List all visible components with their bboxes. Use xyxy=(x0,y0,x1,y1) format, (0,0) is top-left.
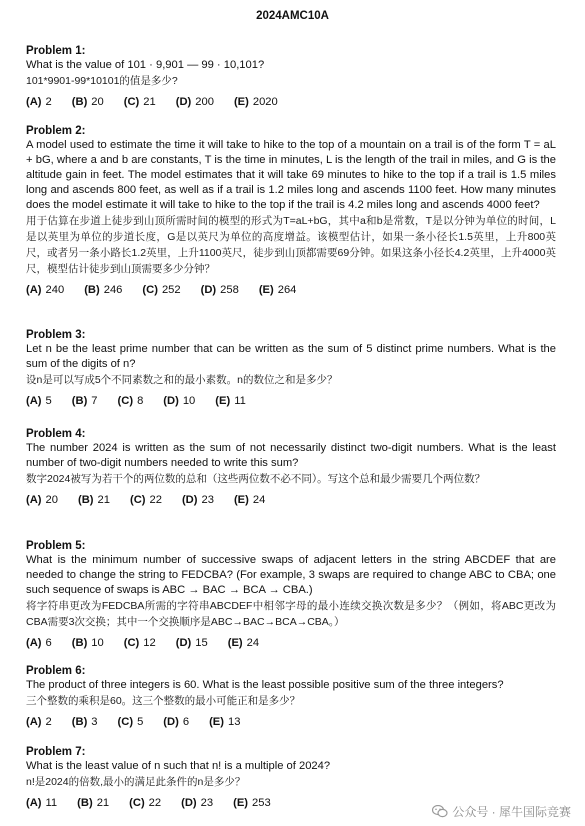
problem-text-zh: 101*9901-99*10101的值是多少? xyxy=(26,75,178,87)
answer-choices xyxy=(26,95,556,109)
choice-a: (A) 6 xyxy=(26,637,52,649)
choice-c: (C) 22 xyxy=(129,797,162,809)
problem-4 xyxy=(26,427,556,507)
choice-a: (A) 11 xyxy=(26,797,58,809)
answer-choices xyxy=(26,715,556,729)
problem-heading: Problem 4: xyxy=(26,428,86,440)
choice-b: (B) 21 xyxy=(77,494,110,506)
wechat-icon xyxy=(432,805,448,818)
answer-choices xyxy=(26,394,556,408)
answer-choices xyxy=(26,636,556,650)
problem-text-zh: n!是2024的倍数,最小的满足此条件的n是多少？ xyxy=(26,776,246,788)
problem-text-en: Let n be the least prime number that can be written as the sum of 5 distinct prime numbers. What is the sum of the digits of n? xyxy=(26,343,556,370)
choice-a: (A) 240 xyxy=(26,284,65,296)
choice-e: (E) 264 xyxy=(258,284,297,296)
choice-b: (B) 246 xyxy=(84,284,123,296)
answer-choices xyxy=(26,493,556,507)
problem-text-en: A model used to estimate the time it will take to hike to the top of a mountain on a trail is of the form T = aL + bG, where a and b are constants, T is the time in minutes, L is the length of the trail in miles, and G is the altitude gain in feet. The model estimates that it will take 69 minutes to hike to the top if a trail is 1.5 miles long and ascends 800 feet, as well as if a trail is 1.2 miles long and ascends 1100 feet. How many minutes does the model estimate it will take to hike to the top if the trail is 4.2 miles long and ascends 4000 feet? xyxy=(26,139,556,211)
answer-choices xyxy=(26,283,556,297)
problem-text-en: What is the value of 101 · 9,901 — 99 · 10,101? xyxy=(26,59,265,71)
choice-b: (B) 20 xyxy=(71,96,104,108)
problem-heading: Problem 2: xyxy=(26,125,86,137)
choice-a: (A) 2 xyxy=(26,716,52,728)
choice-e: (E) 253 xyxy=(233,797,271,809)
choice-d: (D) 23 xyxy=(181,797,214,809)
choice-d: (D) 6 xyxy=(163,716,190,728)
choice-e: (E) 13 xyxy=(209,716,241,728)
problem-text-zh: 设n是可以写成5个不同素数之和的最小素数。n的数位之和是多少？ xyxy=(26,374,338,386)
problem-1 xyxy=(26,44,556,109)
problem-6 xyxy=(26,664,556,729)
choice-c: (C) 22 xyxy=(129,494,162,506)
choice-e: (E) 11 xyxy=(215,395,246,407)
choice-c: (C) 12 xyxy=(123,637,156,649)
choice-e: (E) 24 xyxy=(227,637,260,649)
problem-5 xyxy=(26,539,556,650)
choice-c: (C) 8 xyxy=(117,395,144,407)
problem-text-zh: 将字符串更改为FEDCBA所需的字符串ABCDEF中相邻字母的最小连续交换次数是多少？（例如，将ABC更改为CBA需要3次交换；其中一个交换顺序是ABC→BAC→BCA→CBA。） xyxy=(26,600,556,628)
problem-heading: Problem 5: xyxy=(26,540,86,552)
problem-heading: Problem 6: xyxy=(26,665,86,677)
choice-b: (B) 7 xyxy=(71,395,98,407)
choice-b: (B) 3 xyxy=(71,716,98,728)
choice-c: (C) 5 xyxy=(117,716,144,728)
choice-e: (E) 2020 xyxy=(233,96,278,108)
choice-a: (A) 5 xyxy=(26,395,52,407)
watermark-text: 公众号 · 犀牛国际竞赛 xyxy=(452,805,571,819)
problem-7 xyxy=(26,745,556,810)
problem-text-zh: 用于估算在步道上徒步到山顶所需时间的模型的形式为T=aL+bG，其中a和b是常数，T是以分钟为单位的时间，L是以英里为单位的步道长度，G是以英尺为单位的高度增益。该模型估计，如果一条小径长1.5英里，上升800英尺，或者另一条小路长1.2英里，上升1100英尺，徒步到山顶都需要69分钟。如果这条小径长4.2英里，上升4000英尺，模型估计徒步到山顶需要多少分钟？ xyxy=(26,215,556,275)
problem-3 xyxy=(26,328,556,408)
choice-b: (B) 21 xyxy=(77,797,110,809)
problem-text-en: What is the least value of n such that n! is a multiple of 2024? xyxy=(26,760,331,772)
choice-a: (A) 2 xyxy=(26,96,52,108)
problem-text-zh: 三个整数的乘积是60。这三个整数的最小可能正和是多少？ xyxy=(26,695,301,707)
problem-text-zh: 数字2024被写为若干个的两位数的总和（这些两位数不必不同）。写这个总和最少需要几个两位数？ xyxy=(26,473,486,485)
choice-d: (D) 23 xyxy=(181,494,214,506)
choice-d: (D) 258 xyxy=(200,284,239,296)
problem-text-en: What is the minimum number of successive swaps of adjacent letters in the string ABCDEF that are needed to change the string to FEDCBA? (For example, 3 swaps are required to change ABC to CBA; one such sequence of swaps is ABC → BAC → BCA → CBA.) xyxy=(26,554,556,596)
problem-2 xyxy=(26,124,556,297)
choice-b: (B) 10 xyxy=(71,637,104,649)
choice-d: (D) 200 xyxy=(175,96,214,108)
problem-heading: Problem 1: xyxy=(26,45,86,57)
choice-e: (E) 24 xyxy=(233,494,266,506)
problem-text-en: The number 2024 is written as the sum of not necessarily distinct two-digit numbers. What is the least number of two-digit numbers needed to write this sum? xyxy=(26,442,556,469)
problem-heading: Problem 7: xyxy=(26,746,86,758)
problem-heading: Problem 3: xyxy=(26,329,86,341)
choice-c: (C) 21 xyxy=(123,96,156,108)
document-title: 2024AMC10A xyxy=(256,10,329,22)
watermark xyxy=(432,803,571,820)
choice-c: (C) 252 xyxy=(142,284,181,296)
choice-d: (D) 10 xyxy=(163,395,196,407)
problem-text-en: The product of three integers is 60. What is the least possible positive sum of the three integers? xyxy=(26,679,504,691)
choice-a: (A) 20 xyxy=(26,494,58,506)
choice-d: (D) 15 xyxy=(175,637,208,649)
